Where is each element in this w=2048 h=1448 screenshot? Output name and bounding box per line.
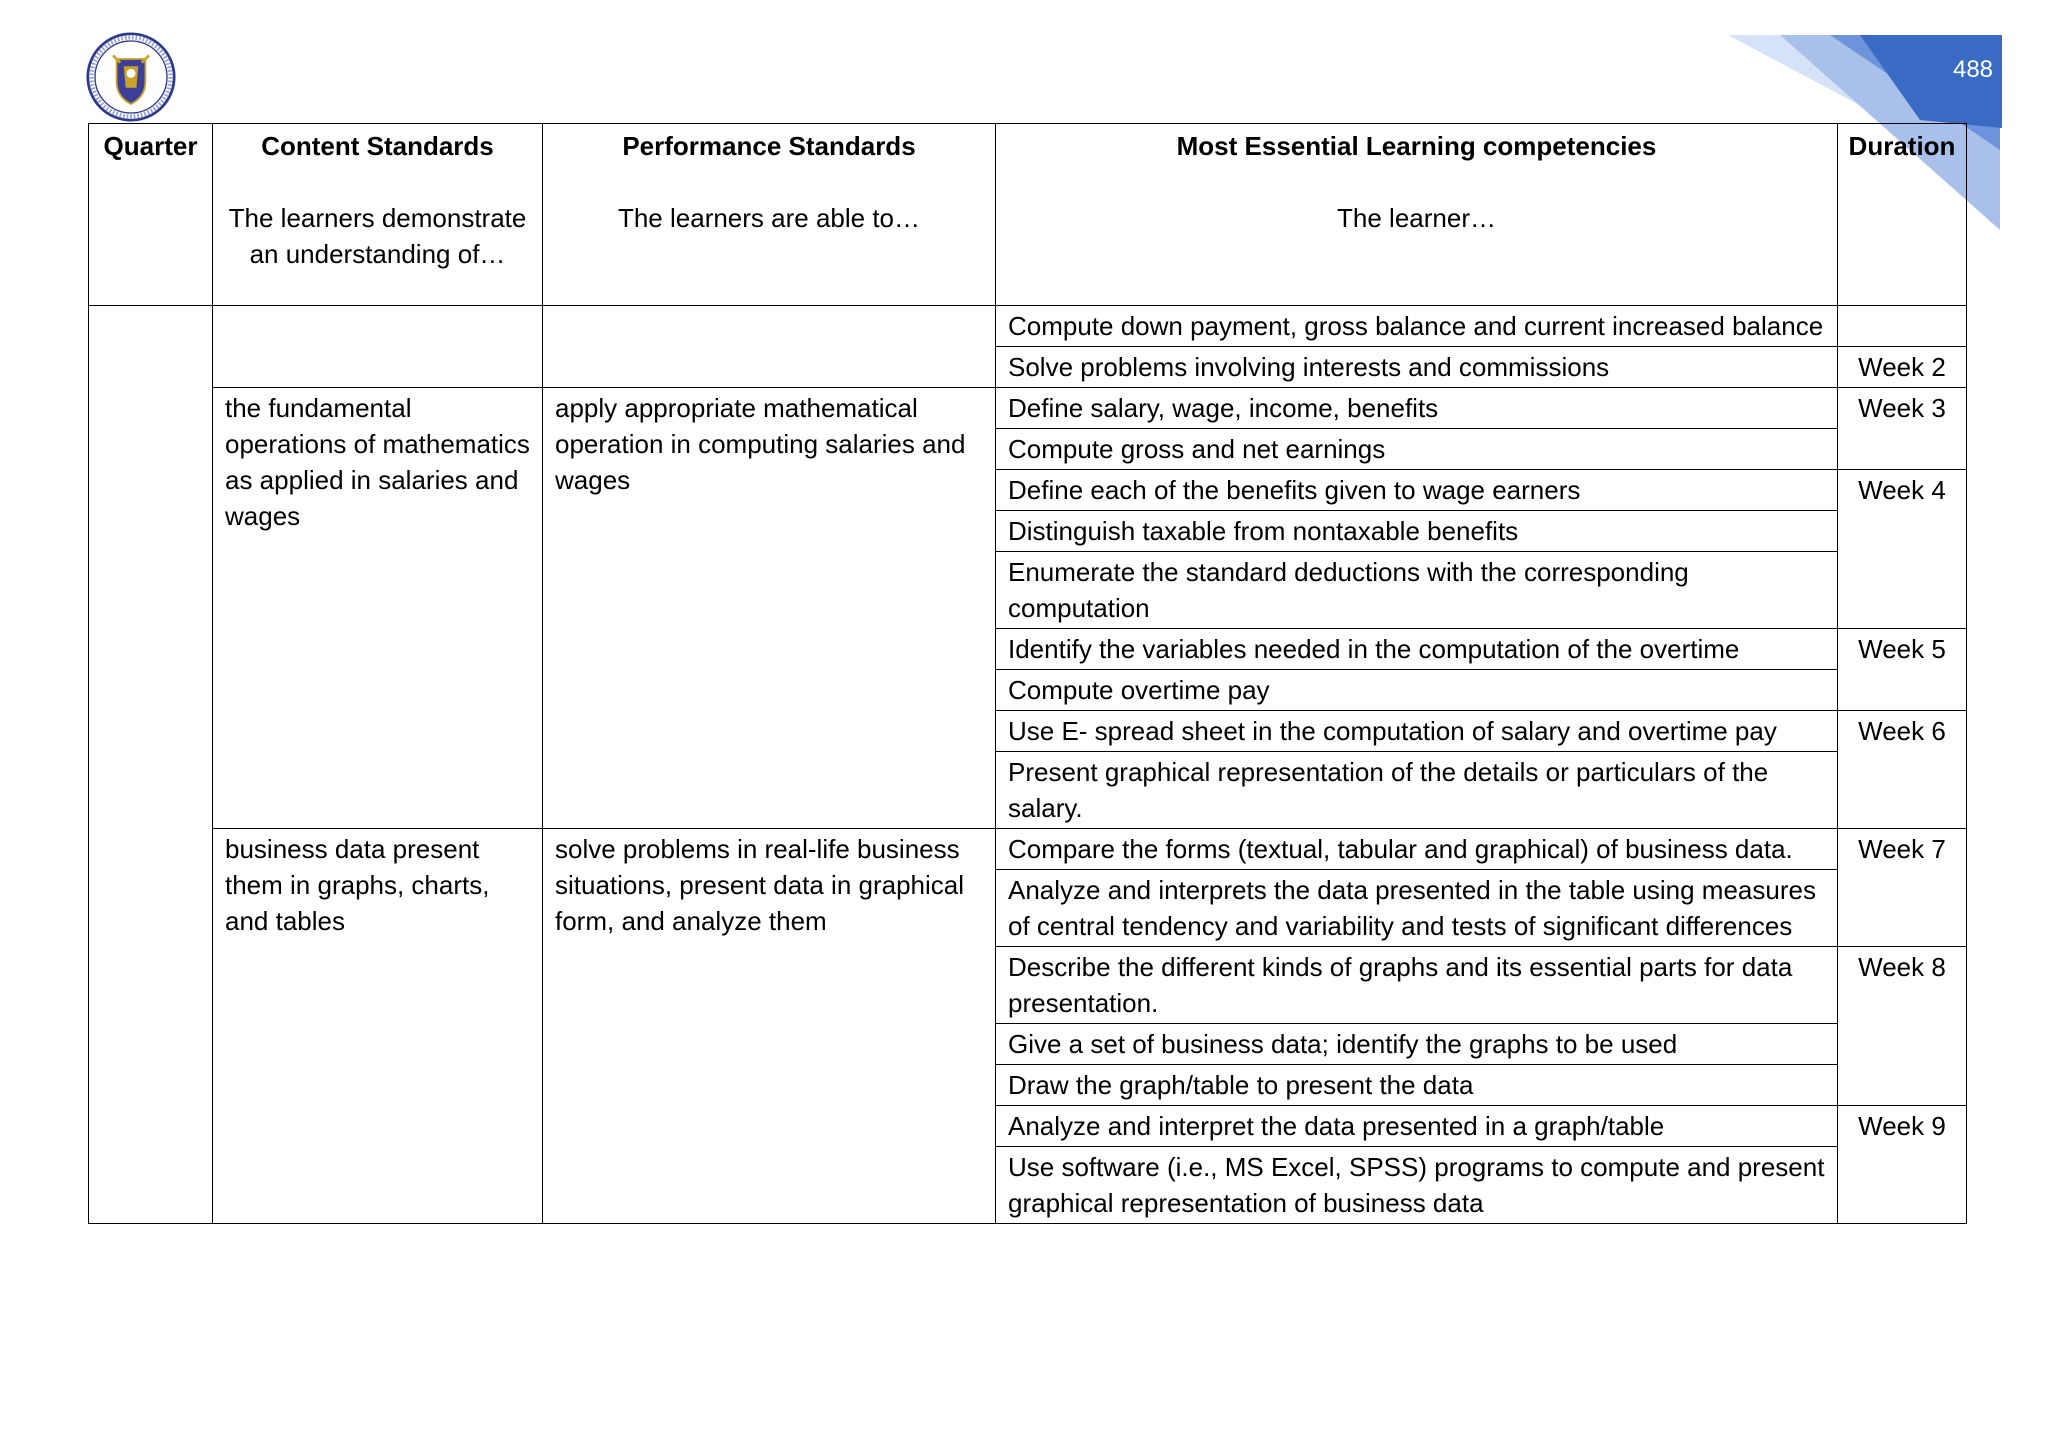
competency-cell: Define each of the benefits given to wage earners xyxy=(996,470,1838,511)
content-standard-cell xyxy=(213,306,543,388)
competency-cell: Draw the graph/table to present the data xyxy=(996,1065,1838,1106)
content-standard-cell: business data present them in graphs, charts, and tables xyxy=(213,829,543,1224)
header-quarter: Quarter xyxy=(89,124,213,306)
duration-cell: Week 2 xyxy=(1838,347,1967,388)
performance-standard-cell: apply appropriate mathematical operation in computing salaries and wages xyxy=(543,388,996,829)
page-number: 488 xyxy=(1952,56,1994,83)
performance-standard-cell: solve problems in real-life business situations, present data in graphical form, and analyze them xyxy=(543,829,996,1224)
competency-cell: Compute gross and net earnings xyxy=(996,429,1838,470)
duration-cell: Week 8 xyxy=(1838,947,1967,1106)
competency-cell: Analyze and interprets the data presented in the table using measures of central tendency and variability and tests of significant differences xyxy=(996,870,1838,947)
header-content-standards-sub: The learners demonstrate an understanding of… xyxy=(228,203,527,269)
competency-cell: Distinguish taxable from nontaxable benefits xyxy=(996,511,1838,552)
header-melc-sub: The learner… xyxy=(1337,203,1496,233)
competency-cell: Solve problems involving interests and commissions xyxy=(996,347,1838,388)
table-row xyxy=(89,388,1967,429)
competency-cell: Compute overtime pay xyxy=(996,670,1838,711)
melc-table xyxy=(88,123,1967,1224)
competency-cell: Use E- spread sheet in the computation of salary and overtime pay xyxy=(996,711,1838,752)
performance-standard-cell xyxy=(543,306,996,388)
table-row xyxy=(89,829,1967,870)
quarter-cell xyxy=(89,306,213,1224)
duration-cell xyxy=(1838,306,1967,347)
duration-cell: Week 3 xyxy=(1838,388,1967,470)
competency-cell: Enumerate the standard deductions with the corresponding computation xyxy=(996,552,1838,629)
competency-cell: Identify the variables needed in the computation of the overtime xyxy=(996,629,1838,670)
duration-cell: Week 9 xyxy=(1838,1106,1967,1224)
deped-seal-icon xyxy=(86,32,176,122)
competency-cell: Define salary, wage, income, benefits xyxy=(996,388,1838,429)
competency-cell: Describe the different kinds of graphs and its essential parts for data presentation. xyxy=(996,947,1838,1024)
header-content-standards: Content Standards The learners demonstrate an understanding of… xyxy=(213,124,543,306)
duration-cell: Week 5 xyxy=(1838,629,1967,711)
header-performance-standards-sub: The learners are able to… xyxy=(617,203,921,233)
duration-cell: Week 7 xyxy=(1838,829,1967,947)
competency-cell: Give a set of business data; identify the graphs to be used xyxy=(996,1024,1838,1065)
header-performance-standards: Performance Standards The learners are able to… xyxy=(543,124,996,306)
competency-cell: Compare the forms (textual, tabular and graphical) of business data. xyxy=(996,829,1838,870)
content-standard-cell: the fundamental operations of mathematics as applied in salaries and wages xyxy=(213,388,543,829)
competency-cell: Analyze and interpret the data presented in a graph/table xyxy=(996,1106,1838,1147)
competency-cell: Compute down payment, gross balance and current increased balance xyxy=(996,306,1838,347)
header-melc: Most Essential Learning competencies The learner… xyxy=(996,124,1838,306)
header-duration: Duration xyxy=(1838,124,1967,306)
table-row xyxy=(89,306,1967,347)
competency-cell: Present graphical representation of the details or particulars of the salary. xyxy=(996,752,1838,829)
duration-cell: Week 6 xyxy=(1838,711,1967,829)
duration-cell: Week 4 xyxy=(1838,470,1967,629)
competency-cell: Use software (i.e., MS Excel, SPSS) programs to compute and present graphical representation of business data xyxy=(996,1147,1838,1224)
